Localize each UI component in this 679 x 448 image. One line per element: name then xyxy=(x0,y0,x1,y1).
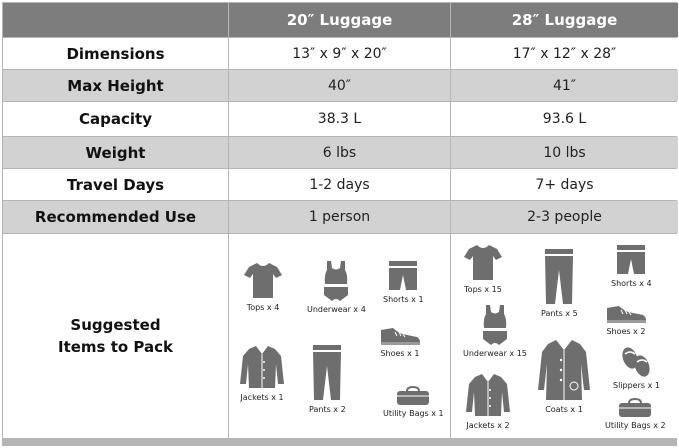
utility-bag-icon xyxy=(396,386,430,406)
coat-icon xyxy=(537,338,591,402)
items-28-panel xyxy=(451,234,678,438)
item-28-utility-bag xyxy=(605,398,666,430)
suggested-items-line2: Items to Pack xyxy=(58,338,173,356)
recommended-use-28: 2-3 people xyxy=(451,201,678,233)
travel-days-20: 1-2 days xyxy=(229,169,450,200)
item-caption: Utility Bags x 1 xyxy=(383,409,444,418)
item-caption: Shorts x 1 xyxy=(383,295,424,304)
item-20-utility-bag xyxy=(383,386,444,418)
jacket-icon xyxy=(465,372,511,418)
slippers-icon xyxy=(621,346,651,378)
item-caption: Underwear x 15 xyxy=(463,349,527,358)
item-caption: Jackets x 1 xyxy=(240,393,284,402)
tshirt-icon xyxy=(243,260,283,300)
row-label-weight: Weight xyxy=(3,137,228,168)
header-20-luggage: 20″ Luggage xyxy=(229,3,450,37)
item-20-shoes xyxy=(379,326,421,358)
dimensions-20: 13″ x 9″ x 20″ xyxy=(229,38,450,69)
item-caption: Slippers x 1 xyxy=(613,381,660,390)
item-caption: Underwear x 4 xyxy=(307,305,366,314)
shoe-icon xyxy=(605,304,647,324)
item-20-pants xyxy=(309,344,346,414)
row-label-suggested-items xyxy=(3,234,228,438)
max-height-28: 41″ xyxy=(451,70,678,101)
capacity-28: 93.6 L xyxy=(451,102,678,136)
suggested-items-line1: Suggested xyxy=(70,316,161,334)
jacket-icon xyxy=(239,344,285,390)
pants-icon xyxy=(312,344,342,402)
utility-bag-icon xyxy=(618,398,652,418)
item-28-shorts xyxy=(611,244,652,288)
row-label-travel-days: Travel Days xyxy=(3,169,228,200)
dimensions-28: 17″ x 12″ x 28″ xyxy=(451,38,678,69)
tshirt-icon xyxy=(463,242,503,282)
shorts-icon xyxy=(616,244,646,276)
pants-icon xyxy=(544,248,574,306)
item-caption: Pants x 5 xyxy=(541,309,578,318)
underwear-icon xyxy=(320,260,352,302)
item-20-tops xyxy=(243,260,283,312)
item-caption: Utility Bags x 2 xyxy=(605,421,666,430)
item-caption: Jackets x 2 xyxy=(466,421,510,430)
row-label-dimensions: Dimensions xyxy=(3,38,228,69)
item-28-shoes xyxy=(605,304,647,336)
row-label-max-height: Max Height xyxy=(3,70,228,101)
item-20-jackets xyxy=(239,344,285,402)
item-caption: Tops x 4 xyxy=(246,303,280,312)
shorts-icon xyxy=(388,260,418,292)
item-28-underwear xyxy=(463,304,527,358)
item-28-pants xyxy=(541,248,578,318)
item-28-coats xyxy=(537,338,591,414)
luggage-comparison-table xyxy=(2,2,677,446)
item-caption: Coats x 1 xyxy=(545,405,583,414)
travel-days-28: 7+ days xyxy=(451,169,678,200)
recommended-use-20: 1 person xyxy=(229,201,450,233)
capacity-20: 38.3 L xyxy=(229,102,450,136)
row-label-recommended-use: Recommended Use xyxy=(3,201,228,233)
item-20-underwear xyxy=(307,260,366,314)
item-28-slippers xyxy=(613,346,660,390)
item-caption: Pants x 2 xyxy=(309,405,346,414)
item-caption: Tops x 15 xyxy=(464,285,502,294)
underwear-icon xyxy=(479,304,511,346)
item-caption: Shoes x 2 xyxy=(606,327,646,336)
item-28-jackets xyxy=(465,372,511,430)
item-20-shorts xyxy=(383,260,424,304)
item-caption: Shorts x 4 xyxy=(611,279,652,288)
item-caption: Shoes x 1 xyxy=(380,349,420,358)
shoe-icon xyxy=(379,326,421,346)
weight-28: 10 lbs xyxy=(451,137,678,168)
header-corner xyxy=(3,3,228,37)
max-height-20: 40″ xyxy=(229,70,450,101)
item-28-tops xyxy=(463,242,503,294)
items-20-panel xyxy=(229,234,450,438)
header-28-luggage: 28″ Luggage xyxy=(451,3,678,37)
weight-20: 6 lbs xyxy=(229,137,450,168)
row-label-capacity: Capacity xyxy=(3,102,228,136)
